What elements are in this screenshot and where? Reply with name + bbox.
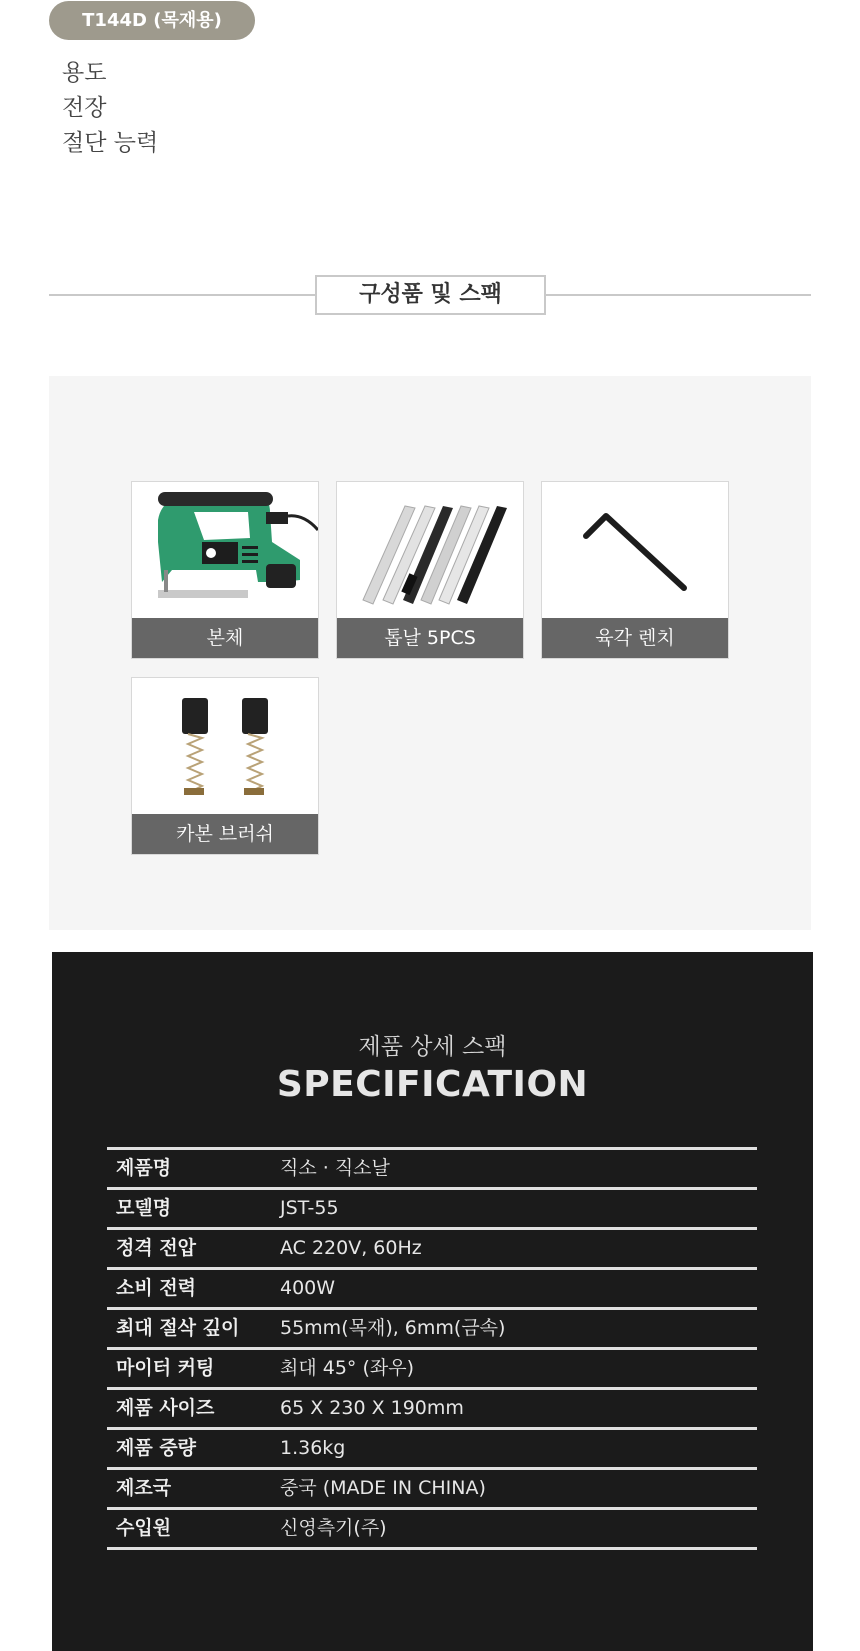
spec-key: 소비 전력: [116, 1277, 197, 1299]
section-title: 구성품 및 스팩: [315, 275, 546, 315]
spec-key: 모델명: [116, 1197, 172, 1219]
table-row: [107, 1230, 757, 1270]
spec-key: 수입원: [116, 1517, 172, 1539]
usage-item: 절단 능력: [62, 130, 159, 156]
table-row: [107, 1270, 757, 1310]
spec-key: 제품 사이즈: [116, 1397, 215, 1419]
component-card-brush: [131, 677, 319, 855]
table-row: [107, 1470, 757, 1510]
table-row: [107, 1430, 757, 1470]
usage-list: [62, 56, 158, 161]
spec-value: 중국 (MADE IN CHINA): [280, 1477, 486, 1499]
spec-title: SPECIFICATION: [276, 1064, 589, 1105]
carbon-brush-icon: [132, 678, 318, 815]
spec-value: 55mm(목재), 6mm(금속): [280, 1317, 506, 1339]
spec-subtitle: 제품 상세 스팩: [358, 1034, 507, 1060]
component-card-body: [131, 481, 319, 659]
components-section-header: [49, 275, 811, 315]
hex-wrench-icon: [542, 482, 728, 619]
table-row: [107, 1310, 757, 1350]
spec-key: 제품명: [116, 1157, 172, 1179]
spec-key: 마이터 커팅: [116, 1357, 215, 1379]
table-row: [107, 1150, 757, 1190]
spec-table: [107, 1147, 757, 1550]
specification-panel: [52, 952, 813, 1651]
spec-value: 65 X 230 X 190mm: [280, 1397, 464, 1419]
spec-value: 1.36kg: [280, 1437, 346, 1459]
spec-key: 제품 중량: [116, 1437, 197, 1459]
spec-value: 신영측기(주): [280, 1517, 387, 1539]
model-badge: T144D (목재용): [49, 1, 255, 40]
card-label: 본체: [132, 618, 318, 658]
table-row: [107, 1350, 757, 1390]
table-row: [107, 1390, 757, 1430]
spec-value: JST-55: [280, 1197, 339, 1219]
card-label: 육각 렌치: [542, 618, 728, 658]
spec-key: 정격 전압: [116, 1237, 197, 1259]
spec-key: 제조국: [116, 1477, 172, 1499]
table-row: [107, 1510, 757, 1550]
components-panel: [49, 376, 811, 930]
spec-key: 최대 절삭 깊이: [116, 1317, 240, 1339]
table-row: [107, 1190, 757, 1230]
spec-value: 400W: [280, 1277, 336, 1299]
spec-value: 직소 · 직소날: [280, 1157, 390, 1179]
component-card-blades: [336, 481, 524, 659]
spec-value: AC 220V, 60Hz: [280, 1237, 422, 1259]
usage-item: 용도: [62, 60, 107, 86]
card-label: 카본 브러쉬: [132, 814, 318, 854]
card-label: 톱날 5PCS: [337, 618, 523, 658]
jigsaw-icon: [132, 482, 318, 619]
component-card-wrench: [541, 481, 729, 659]
saw-blades-icon: [337, 482, 523, 619]
usage-item: 전장: [62, 95, 107, 121]
spec-value: 최대 45° (좌우): [280, 1357, 414, 1379]
